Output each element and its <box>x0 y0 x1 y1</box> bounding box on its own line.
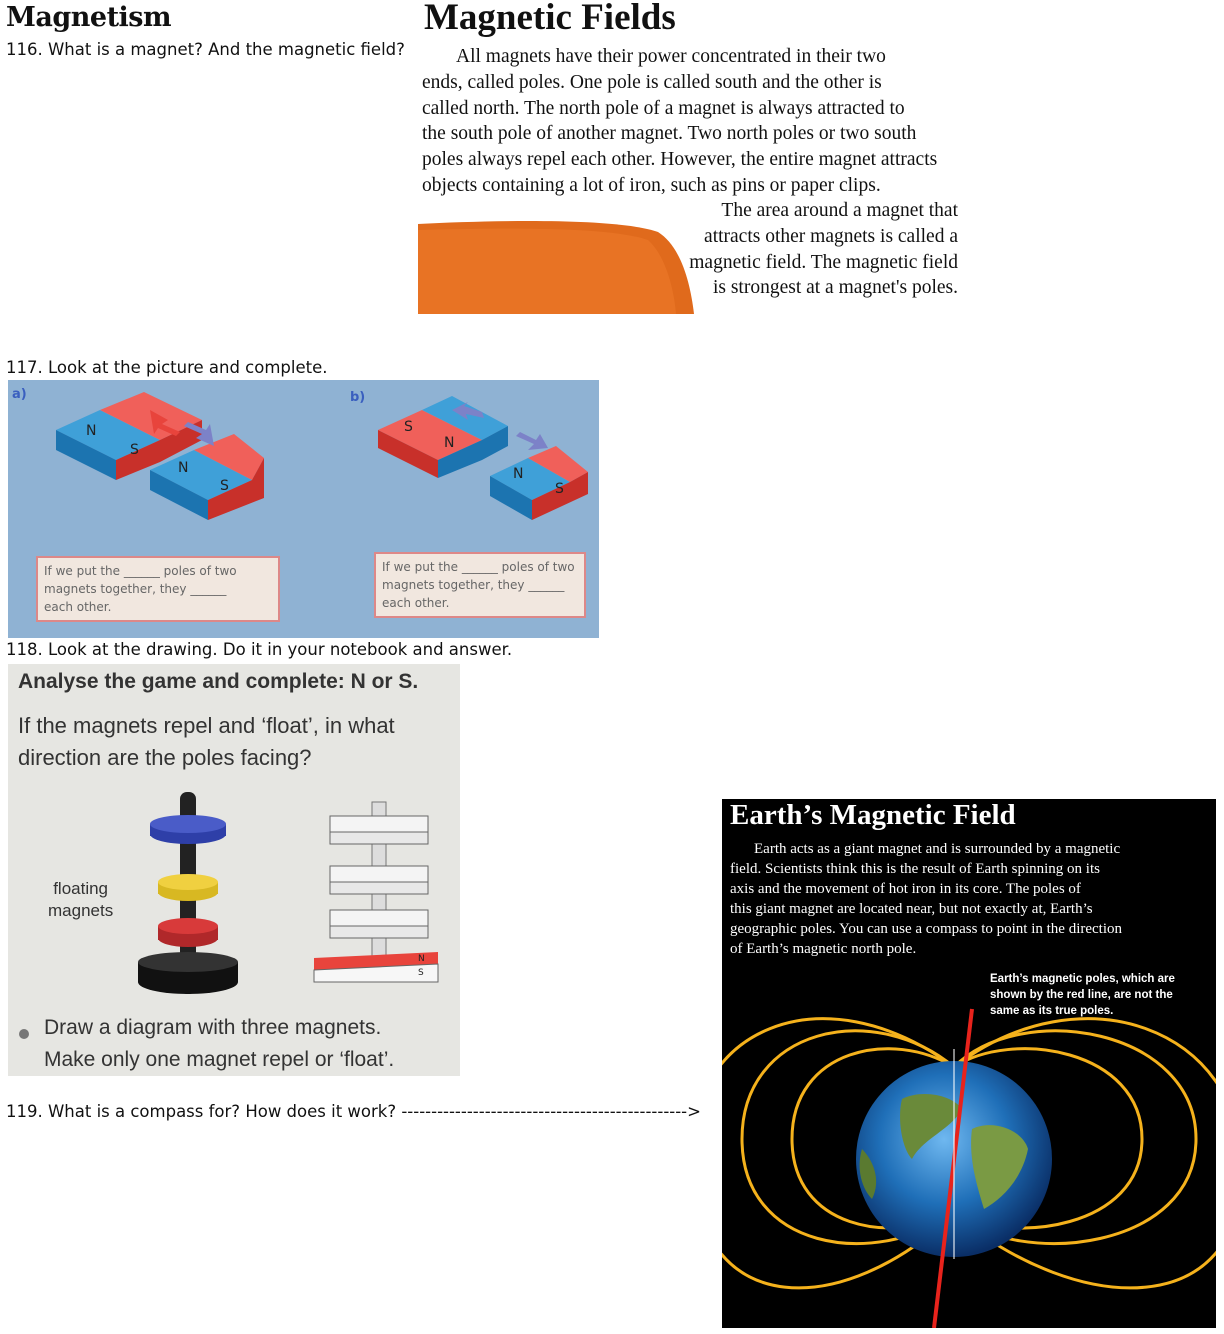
earth-heading: Earth’s Magnetic Field <box>730 799 1016 831</box>
magnets-photo-117 <box>8 380 599 638</box>
svg-text:N: N <box>418 954 425 964</box>
text-line: geographic poles. You can use a compass to point in the direction <box>730 921 1123 937</box>
svg-text:S: S <box>404 419 413 435</box>
text-line: the south pole of another magnet. Two north poles or two south <box>422 123 917 145</box>
question-118: 118. Look at the drawing. Do it in your notebook and answer. <box>6 640 513 659</box>
text-line: is strongest at a magnet's poles. <box>712 277 958 299</box>
magnetic-fields-text <box>422 44 994 199</box>
text-line: The area around a magnet that <box>721 200 958 221</box>
caption-b: If we put the ______ poles of two magnets together, they ______ each other. <box>374 552 586 618</box>
svg-text:S: S <box>555 481 564 497</box>
text-line: attracts other magnets is called a <box>704 225 958 247</box>
instruction-heading: Analyse the game and complete: N or S. <box>18 670 419 693</box>
arrow-icon <box>516 432 548 450</box>
magnet-tower-drawing <box>314 802 438 982</box>
svg-text:S: S <box>130 442 139 458</box>
earth-magnetic-field-panel <box>722 799 1216 1328</box>
text-line: field. Scientists think this is the result of Earth spinning on its <box>730 861 1100 877</box>
magnetic-fields-heading: Magnetic Fields <box>424 0 676 38</box>
magnet-tower-photo <box>138 792 238 994</box>
svg-text:N: N <box>178 460 189 476</box>
svg-text:S: S <box>220 478 229 494</box>
earth-note: Earth’s magnetic poles, which are shown by the red line, are not the same as its true poles. <box>990 973 1175 1017</box>
svg-text:N: N <box>513 466 524 482</box>
svg-text:N: N <box>444 435 455 451</box>
text-line: All magnets have their power concentrated in their two <box>456 46 886 67</box>
question-117: 117. Look at the picture and complete. <box>6 358 328 377</box>
text-line: objects containing a lot of iron, such as pins or paper clips. <box>422 174 881 196</box>
label-b: b) <box>350 390 366 405</box>
floating-magnets-label: floating magnets <box>48 879 114 920</box>
text-line: magnetic field. The magnetic field <box>689 251 958 273</box>
bullet-icon <box>19 1029 29 1039</box>
question-116: 116. What is a magnet? And the magnetic field? <box>6 40 405 59</box>
svg-text:S: S <box>418 968 424 978</box>
text-line: axis and the movement of hot iron in its core. The poles of <box>730 881 1081 897</box>
text-line: of Earth’s magnetic north pole. <box>730 941 917 957</box>
text-line: called north. The north pole of a magnet is always attracted to <box>422 97 905 119</box>
label-a: a) <box>12 387 27 402</box>
text-line: ends, called poles. One pole is called south and the other is <box>422 71 882 93</box>
magnet-b1 <box>378 396 508 478</box>
text-line: poles always repel each other. However, the entire magnet attracts <box>422 149 938 171</box>
instruction-question: If the magnets repel and ‘float’, in what direction are the poles facing? <box>18 713 395 770</box>
text-line: this giant magnet are located near, but not exactly at, Earth’s <box>730 901 1093 917</box>
magnet-b2 <box>490 446 588 520</box>
svg-text:N: N <box>86 423 97 439</box>
magnetic-fields-panel <box>418 0 998 314</box>
question-119: 119. What is a compass for? How does it work? ------------------------------------------------> <box>6 1102 701 1121</box>
text-line: Earth acts as a giant magnet and is surrounded by a magnetic <box>754 841 1121 857</box>
magnets-photo-118 <box>8 664 460 1076</box>
instruction-draw: Draw a diagram with three magnets. Make only one magnet repel or ‘float’. <box>44 1016 395 1071</box>
page-title: Magnetism <box>6 2 172 33</box>
caption-a: If we put the ______ poles of two magnets together, they ______ each other. <box>36 556 280 622</box>
magnetic-field-side-text <box>668 198 958 301</box>
earth-illustration <box>722 799 1216 1328</box>
